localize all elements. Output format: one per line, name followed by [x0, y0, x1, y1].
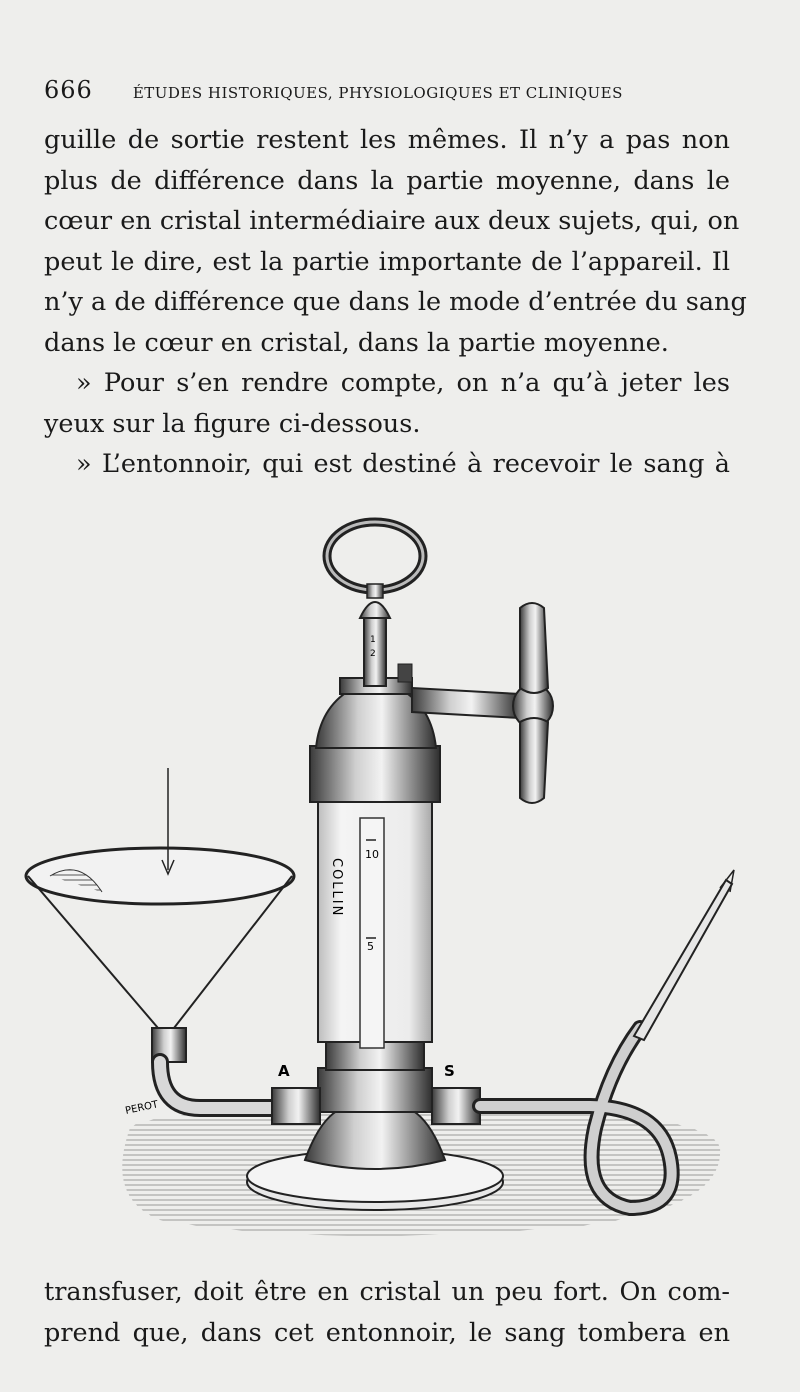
- screw-handle-bottom: [520, 718, 548, 803]
- text-line: plus de différence dans la partie moyenne, dans le: [44, 165, 730, 196]
- label-inlet: A: [278, 1062, 290, 1080]
- text-line: guille de sortie restent les mêmes. Il n’y a pas non: [44, 125, 730, 155]
- transfusion-apparatus-figure: [20, 508, 780, 1268]
- cannula: [634, 880, 732, 1040]
- text-line: » L’entonnoir, qui est destiné à recevoir le sang à: [76, 449, 730, 479]
- running-title: ÉTUDES HISTORIQUES, PHYSIOLOGIQUES ET CLINIQUES: [132, 84, 623, 102]
- inlet-valve: [272, 1088, 320, 1124]
- text-line: prend que, dans cet entonnoir, le sang tombera en: [44, 1317, 730, 1348]
- page-number: 666: [44, 76, 93, 104]
- running-header: [44, 76, 744, 108]
- apparatus-engraving: [20, 508, 780, 1268]
- rod-mark-1: 1: [370, 635, 376, 645]
- text-line: peut le dire, est la partie importante de l’appareil. Il: [44, 246, 730, 277]
- screw-arm: [412, 688, 520, 718]
- scale-mark-10: 10: [365, 848, 379, 861]
- text-line: dans le cœur en cristal, dans la partie moyenne.: [44, 327, 669, 358]
- engraver-signature: PEROT: [124, 1099, 160, 1117]
- lower-collar: [318, 1068, 432, 1112]
- text-line: cœur en cristal intermédiaire aux deux sujets, qui, on: [44, 206, 740, 236]
- upper-collar: [310, 746, 440, 802]
- text-line: yeux sur la figure ci-dessous.: [44, 408, 421, 439]
- text-line: » Pour s’en rendre compte, on n’a qu’à jeter les: [76, 368, 730, 398]
- scale-mark-5: 5: [367, 940, 374, 953]
- text-line: n’y a de différence que dans le mode d’entrée du sang: [44, 287, 747, 317]
- rod-mark-2: 2: [370, 649, 376, 659]
- screw-handle-top: [520, 603, 548, 693]
- text-line: transfuser, doit être en cristal un peu fort. On com-: [44, 1277, 730, 1307]
- maker-inscription: COLLIN: [329, 858, 344, 918]
- label-outlet: S: [444, 1062, 455, 1080]
- body-text-top: [44, 120, 747, 485]
- body-text-bottom: [44, 1272, 730, 1353]
